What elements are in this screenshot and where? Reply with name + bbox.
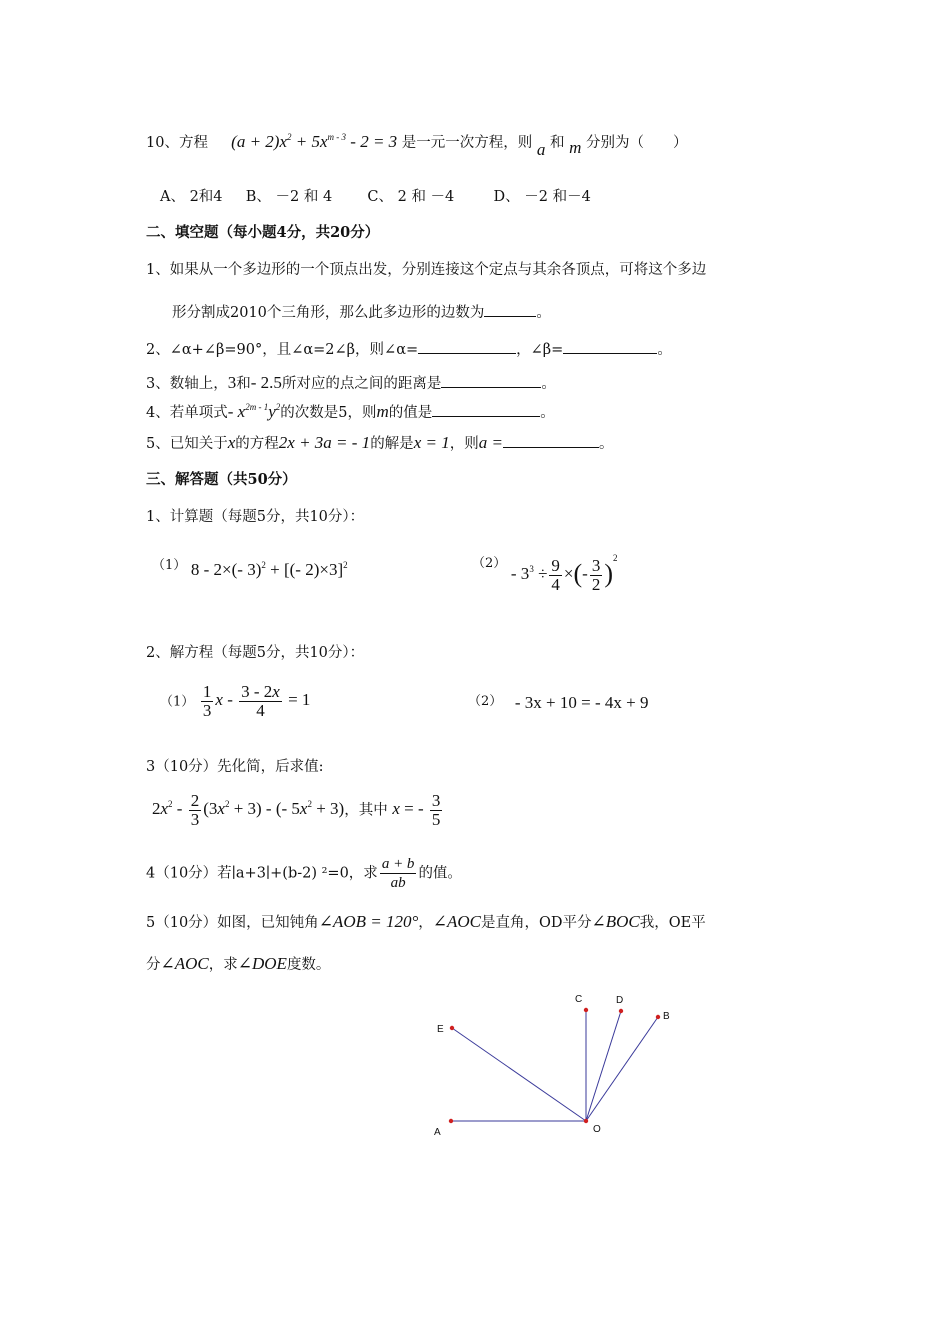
figure-lines bbox=[451, 1010, 658, 1121]
s3-calc2-expr: - $3^3$ ÷ $\frac{9}{4}$ ×(- $\frac{3}{2}$ )$^2$ bbox=[510, 553, 618, 594]
s2-q1-line1: 1、如果从一个多边形的一个顶点出发，分别连接这个定点与其余各顶点，可将这个多边 bbox=[146, 262, 707, 278]
s3-eq2-label: （2） bbox=[468, 694, 503, 709]
point-a bbox=[449, 1119, 453, 1123]
q10-prefix: 10、方程 bbox=[146, 135, 208, 151]
q10-line bbox=[146, 127, 688, 160]
figure-points bbox=[449, 1008, 660, 1123]
section3-title: 三、解答题（共50分） bbox=[146, 471, 297, 488]
s3-q5-doe: ∠DOE bbox=[237, 954, 287, 973]
s2-q2-end: 。 bbox=[657, 342, 672, 358]
s2-q4-var: m bbox=[376, 402, 389, 421]
point-d bbox=[619, 1009, 623, 1013]
s2-q5-mid2: 的解是 bbox=[370, 436, 414, 452]
label-c: C bbox=[575, 994, 583, 1005]
s3-q5-pre: 5（10分）如图，已知钝角 bbox=[146, 915, 319, 931]
q10-equation: $(a + 2)x^2 + 5x^{m - 3} - 2 = 3$ bbox=[231, 132, 398, 151]
answer-blank[interactable] bbox=[503, 433, 599, 448]
q10-suffix: 分别为（ ） bbox=[586, 135, 688, 151]
s3-q4-text: 4（10分）若∣a+3∣+(b-2) ²=0，求 bbox=[146, 865, 378, 882]
answer-blank[interactable] bbox=[441, 373, 541, 388]
label-o: O bbox=[593, 1124, 601, 1135]
s3-eq1-line bbox=[160, 683, 310, 720]
s2-q2-line bbox=[146, 339, 672, 360]
s3-q5-aoc: ∠AOC bbox=[432, 912, 481, 931]
s3-eq1-expr: $\frac{1}{3}$ x - $\frac{3 - 2x}{4}$ = 1 bbox=[202, 682, 311, 720]
point-e bbox=[450, 1026, 454, 1030]
s2-q4-line bbox=[146, 397, 555, 423]
point-c bbox=[584, 1008, 588, 1012]
q10-option-a: A、 2和4 bbox=[160, 189, 223, 205]
s2-q3-pre: 3、数轴上， bbox=[146, 376, 228, 392]
s3-q5-mid: ， bbox=[418, 915, 433, 931]
s3-q5-l2-end: 度数。 bbox=[286, 957, 331, 973]
q10-var-a: a bbox=[536, 140, 546, 159]
q10-var-m: m bbox=[569, 138, 582, 157]
answer-blank[interactable] bbox=[563, 339, 657, 354]
s3-q3-cond: ，其中 bbox=[344, 802, 388, 819]
label-b: B bbox=[663, 1011, 670, 1022]
q10-option-d: D、 －2 和－4 bbox=[493, 189, 591, 205]
s2-q4-pre: 4、若单项式 bbox=[146, 405, 228, 421]
s3-eq2-line bbox=[468, 692, 648, 714]
s3-q5-boc: ∠BOC bbox=[591, 912, 640, 931]
s3-q5-l2-pre: 分 bbox=[146, 957, 161, 973]
s3-q4-end: 的值。 bbox=[418, 865, 462, 882]
s2-q3-and: 和 bbox=[236, 376, 251, 392]
s3-calc1-expr: 8 - 2×(- 3)$^2$ + [(- 2)×3]$^2$ bbox=[190, 560, 348, 579]
point-b bbox=[656, 1015, 660, 1019]
answer-blank[interactable] bbox=[484, 302, 536, 317]
s2-q1-line2 bbox=[172, 302, 551, 323]
s2-q4-post: 的次数是5，则 bbox=[280, 405, 377, 421]
q10-middle: 是一元一次方程，则 bbox=[401, 135, 533, 151]
s3-calc2-label: （2） bbox=[472, 556, 507, 571]
s3-calc-title: 1、计算题（每题5分，共10分）： bbox=[146, 509, 365, 525]
s3-q5-l2-mid: ，求 bbox=[208, 957, 238, 973]
s3-q5-line2 bbox=[146, 954, 330, 975]
s2-q3-line bbox=[146, 373, 556, 394]
s2-q4-expr: - $x^{2m - 1}y^2$ bbox=[227, 402, 281, 421]
ray-ob bbox=[586, 1017, 658, 1121]
label-e: E bbox=[437, 1024, 444, 1035]
s2-q5-sol: x = 1 bbox=[413, 433, 450, 452]
s3-eq1-label: （1） bbox=[160, 694, 195, 710]
s2-q5-mid: 的方程 bbox=[235, 436, 279, 452]
s3-q3-title: 3（10分）先化简，后求值: bbox=[146, 759, 324, 775]
q10-options bbox=[160, 187, 591, 207]
q10-option-b: B、 －2 和 4 bbox=[245, 189, 333, 205]
s2-q3-n2: - 2.5 bbox=[250, 373, 282, 392]
s2-q4-post2: 的值是 bbox=[388, 405, 433, 421]
s3-q5-aob: ∠AOB = 120° bbox=[318, 912, 419, 931]
s3-eq-title: 2、解方程（每题5分，共10分）： bbox=[146, 645, 365, 661]
s2-q5-pre: 5、已知关于 bbox=[146, 436, 228, 452]
s2-q4-end: 。 bbox=[540, 405, 555, 421]
s3-q5-mid2: 是直角，OD平分 bbox=[481, 915, 592, 931]
s2-q5-line bbox=[146, 433, 613, 454]
s3-calc1-label: （1） bbox=[152, 558, 187, 573]
s3-q5-mid3: 我，OE平 bbox=[639, 915, 706, 931]
section2-title: 二、填空题（每小题4分，共20分） bbox=[146, 224, 380, 241]
angle-figure bbox=[420, 990, 690, 1150]
s2-q5-mid3: ，则 bbox=[449, 436, 479, 452]
s3-q5-line1 bbox=[146, 912, 706, 933]
s3-calc2-line bbox=[472, 548, 618, 594]
s3-q4-frac: $\frac{a + b}{ab}$ bbox=[381, 856, 415, 891]
s2-q3-n1: 3 bbox=[227, 373, 237, 392]
q10-option-c: C、 2 和 －4 bbox=[367, 189, 455, 205]
s2-q5-eq: 2x + 3a = - 1 bbox=[278, 433, 371, 452]
s2-q2-mid: ，∠β= bbox=[516, 342, 564, 358]
s3-q3-expr: $2x^2$ - $\frac{2}{3}$ $(3x^2 + 3)$ - (- $5x^2 + 3$) bbox=[152, 791, 345, 829]
label-a: A bbox=[434, 1127, 441, 1138]
s2-q5-end: 。 bbox=[598, 436, 614, 452]
answer-blank[interactable] bbox=[432, 402, 540, 417]
s3-q3-expr-line bbox=[152, 792, 444, 829]
s2-q1-text: 形分割成2010个三角形，那么此多边形的边数为 bbox=[172, 305, 485, 321]
point-o bbox=[584, 1119, 588, 1123]
s2-q2-text: 2、∠α+∠β=90°，且∠α=2∠β，则∠α= bbox=[146, 342, 419, 358]
s2-q1-end: 。 bbox=[536, 305, 551, 321]
s3-q5-aoc2: ∠AOC bbox=[160, 954, 209, 973]
s2-q3-end: 。 bbox=[541, 376, 556, 392]
s2-q5-x: x bbox=[227, 433, 236, 452]
s3-q4-line bbox=[146, 855, 462, 892]
s2-q3-post: 所对应的点之间的距离是 bbox=[281, 376, 442, 392]
label-d: D bbox=[616, 995, 624, 1006]
ray-oe bbox=[452, 1028, 586, 1121]
ray-od bbox=[586, 1011, 621, 1121]
answer-blank[interactable] bbox=[418, 339, 516, 354]
s3-calc-line bbox=[152, 555, 348, 581]
s3-q3-x: x = - $\frac{3}{5}$ bbox=[392, 791, 441, 829]
q10-and: 和 bbox=[550, 135, 565, 151]
s2-q5-a: a = bbox=[478, 433, 503, 452]
s3-eq2-expr: - 3x + 10 = - 4x + 9 bbox=[514, 693, 649, 712]
